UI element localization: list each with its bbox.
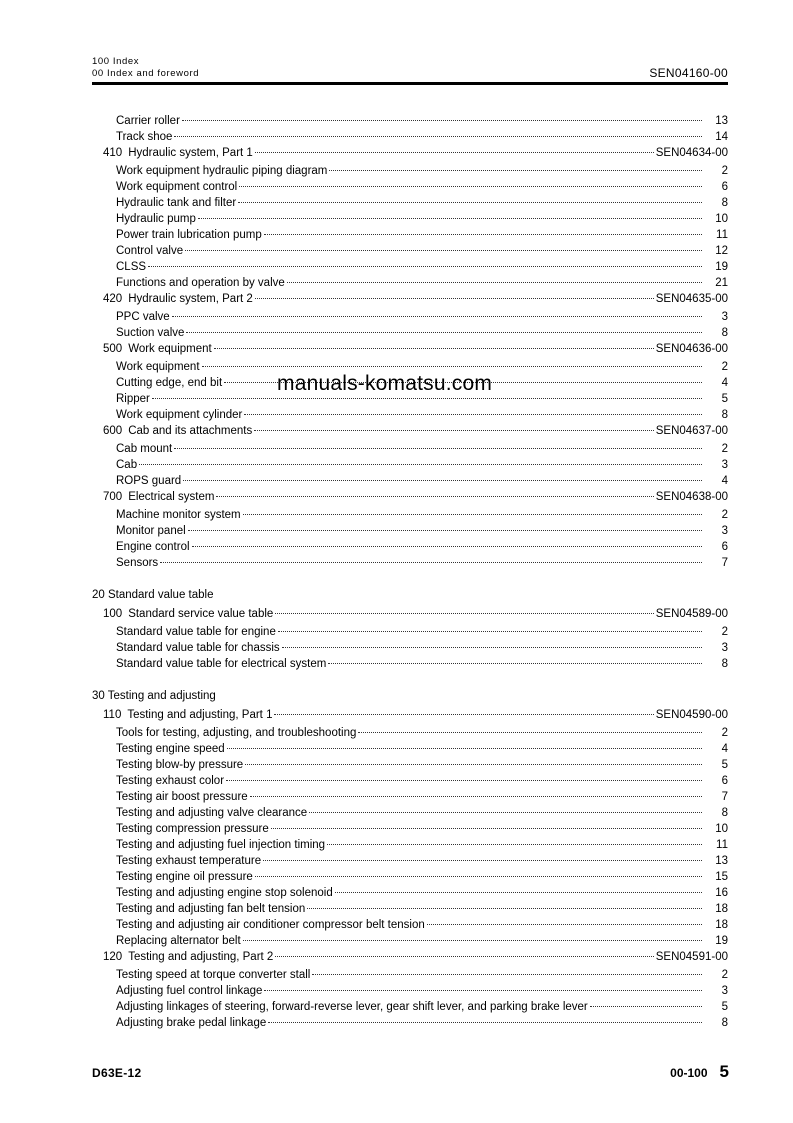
- toc-page-number: 4: [721, 743, 728, 755]
- toc-entry-title: Power train lubrication pump: [116, 229, 262, 241]
- dot-leader: [275, 601, 653, 614]
- toc-entry-title: Control valve: [116, 245, 184, 257]
- dot-leader: [264, 978, 702, 991]
- chapter-heading-30: 30 Testing and adjusting: [92, 690, 216, 702]
- dot-leader: [227, 736, 702, 749]
- table-of-contents: [92, 111, 728, 1029]
- dot-leader: [264, 222, 702, 235]
- dot-leader: [278, 619, 702, 632]
- toc-entry-title: Standard service value table: [128, 608, 274, 620]
- toc-page-number: 3: [721, 642, 728, 654]
- toc-entry-title: Adjusting fuel control linkage: [116, 985, 263, 997]
- dot-leader: [335, 880, 702, 893]
- watermark-text: manuals-komatsu.com: [277, 372, 493, 395]
- toc-entry-title: Testing blow-by pressure: [116, 759, 244, 771]
- toc-entry[interactable]: [92, 1013, 728, 1029]
- dot-leader: [243, 928, 702, 941]
- toc-page-number: 4: [721, 475, 728, 487]
- toc-entry-title: Standard value table for engine: [116, 626, 276, 638]
- toc-entry-title: ROPS guard: [116, 475, 182, 487]
- toc-page-number: 3: [721, 311, 728, 323]
- toc-entry-title: Electrical system: [128, 491, 215, 503]
- toc-doc-code: SEN04635-00: [655, 293, 728, 305]
- toc-page-number: 2: [721, 361, 728, 373]
- dot-leader: [188, 518, 702, 531]
- page-header: [92, 56, 728, 82]
- toc-doc-code: SEN04591-00: [655, 951, 728, 963]
- toc-group-standard-value: [92, 604, 728, 670]
- dot-leader: [202, 354, 702, 367]
- toc-entry[interactable]: [92, 654, 728, 670]
- toc-entry-title: Testing engine speed: [116, 743, 225, 755]
- toc-page-number: 8: [721, 1017, 728, 1029]
- toc-group-continued: [92, 111, 728, 569]
- toc-entry-title: Work equipment control: [116, 181, 238, 193]
- toc-page-number: 11: [716, 839, 728, 851]
- toc-doc-code: SEN04638-00: [655, 491, 728, 503]
- toc-page-number: 7: [721, 791, 728, 803]
- toc-entry-title: Sensors: [116, 557, 159, 569]
- toc-page-number: 10: [715, 823, 728, 835]
- toc-page-number: 16: [715, 887, 728, 899]
- toc-entry-title: Functions and operation by valve: [116, 277, 285, 289]
- toc-page-number: 2: [721, 509, 728, 521]
- toc-entry-title: Ripper: [116, 393, 150, 405]
- footer-page-info: [670, 1062, 729, 1082]
- header-rule: [92, 82, 728, 85]
- toc-page-number: 10: [715, 213, 728, 225]
- toc-entry-title: Hydraulic tank and filter: [116, 197, 237, 209]
- toc-page-number: 5: [721, 759, 728, 771]
- dot-leader: [268, 1010, 702, 1023]
- toc-page-number: 13: [715, 855, 728, 867]
- toc-entry-title: Machine monitor system: [116, 509, 241, 521]
- toc-entry-title: Replacing alternator belt: [116, 935, 241, 947]
- toc-entry-title: Testing exhaust color: [116, 775, 225, 787]
- toc-entry-title: Cab and its attachments: [128, 425, 253, 437]
- dot-leader: [183, 468, 702, 481]
- dot-leader: [307, 896, 702, 909]
- toc-entry-title: Tools for testing, adjusting, and troubleshooting: [116, 727, 357, 739]
- header-breadcrumb: [92, 56, 199, 79]
- dot-leader: [358, 720, 702, 733]
- toc-entry-title: Track shoe: [116, 131, 173, 143]
- toc-page-number: 8: [721, 327, 728, 339]
- chapter-heading-20: 20 Standard value table: [92, 589, 214, 601]
- dot-leader: [214, 336, 654, 349]
- dot-leader: [172, 304, 702, 317]
- dot-leader: [226, 768, 702, 781]
- toc-entry-title: Testing and adjusting fan belt tension: [116, 903, 306, 915]
- toc-entry-title: Testing and adjusting, Part 2: [128, 951, 274, 963]
- header-doc-code: SEN04160-00: [649, 66, 728, 80]
- toc-section-number: 100: [103, 608, 123, 620]
- dot-leader: [309, 800, 702, 813]
- toc-doc-code: SEN04636-00: [655, 343, 728, 355]
- dot-leader: [263, 848, 702, 861]
- toc-page-number: 19: [715, 935, 728, 947]
- toc-entry-title: Suction valve: [116, 327, 185, 339]
- dot-leader: [244, 402, 702, 415]
- section-gap: [92, 569, 728, 586]
- toc-entry-title: Hydraulic system, Part 2: [128, 293, 253, 305]
- toc-page-number: 8: [721, 807, 728, 819]
- toc-page-number: 8: [721, 197, 728, 209]
- toc-page-number: 8: [721, 409, 728, 421]
- dot-leader: [174, 436, 702, 449]
- toc-page-number: 6: [721, 181, 728, 193]
- dot-leader: [255, 140, 654, 153]
- toc-page-number: 6: [721, 775, 728, 787]
- toc-entry-title: PPC valve: [116, 311, 170, 323]
- toc-section-number: 500: [103, 343, 123, 355]
- toc-page-number: 2: [721, 165, 728, 177]
- toc-page-number: 2: [721, 727, 728, 739]
- dot-leader: [239, 174, 702, 187]
- toc-page-number: 3: [721, 985, 728, 997]
- toc-entry-title: Work equipment: [116, 361, 200, 373]
- dot-leader: [287, 270, 702, 283]
- toc-entry-title: Engine control: [116, 541, 190, 553]
- dot-leader: [243, 502, 702, 515]
- toc-page-number: 5: [721, 1001, 728, 1013]
- toc-doc-code: SEN04634-00: [655, 147, 728, 159]
- toc-page-number: 4: [721, 377, 728, 389]
- toc-page-number: 2: [721, 626, 728, 638]
- toc-page-number: 14: [715, 131, 728, 143]
- toc-section-number: 700: [103, 491, 123, 503]
- toc-entry-title: Testing and adjusting engine stop solenoid: [116, 887, 333, 899]
- toc-page-number: 18: [715, 903, 728, 915]
- toc-entry[interactable]: [92, 553, 728, 569]
- dot-leader: [185, 238, 702, 251]
- toc-entry-title: Testing and adjusting valve clearance: [116, 807, 308, 819]
- toc-entry-title: Testing speed at torque converter stall: [116, 969, 311, 981]
- dot-leader: [282, 635, 702, 648]
- toc-entry-title: Adjusting brake pedal linkage: [116, 1017, 267, 1029]
- toc-entry-title: Work equipment cylinder: [116, 409, 243, 421]
- toc-entry-title: Testing and adjusting, Part 1: [127, 709, 273, 721]
- toc-entry-title: Work equipment hydraulic piping diagram: [116, 165, 328, 177]
- dot-leader: [329, 158, 702, 171]
- toc-page-number: 3: [721, 525, 728, 537]
- toc-section-number: 410: [103, 147, 123, 159]
- toc-doc-code: SEN04590-00: [655, 709, 728, 721]
- dot-leader: [255, 864, 702, 877]
- toc-page-number: 21: [715, 277, 728, 289]
- toc-page-number: 11: [716, 229, 728, 241]
- toc-page-number: 13: [715, 115, 728, 127]
- dot-leader: [275, 944, 653, 957]
- toc-entry-title: Adjusting linkages of steering, forward-reverse lever, gear shift lever, and parking brake lever: [116, 1001, 588, 1013]
- dot-leader: [327, 832, 702, 845]
- dot-leader: [192, 534, 702, 547]
- dot-leader: [328, 651, 702, 664]
- toc-page-number: 2: [721, 443, 728, 455]
- toc-entry-title: Cutting edge, end bit: [116, 377, 223, 389]
- header-line-1: 100 Index: [92, 56, 140, 67]
- toc-entry-title: Cab: [116, 459, 138, 471]
- dot-leader: [216, 484, 653, 497]
- dot-leader: [186, 320, 702, 333]
- toc-entry-title: Testing engine oil pressure: [116, 871, 253, 883]
- footer-page-number: 5: [719, 1062, 729, 1081]
- dot-leader: [255, 286, 654, 299]
- toc-entry-title: Hydraulic pump: [116, 213, 196, 225]
- toc-group-testing-adjusting: [92, 705, 728, 1029]
- toc-entry-title: Carrier roller: [116, 115, 180, 127]
- toc-page-number: 2: [721, 969, 728, 981]
- toc-page-number: 18: [715, 919, 728, 931]
- dot-leader: [590, 994, 702, 1007]
- toc-entry-title: CLSS: [116, 261, 147, 273]
- toc-section-number: 110: [103, 709, 122, 721]
- dot-leader: [238, 190, 702, 203]
- dot-leader: [254, 418, 654, 431]
- toc-page-number: 3: [721, 459, 728, 471]
- header-line-2: 00 Index and foreword: [92, 67, 200, 79]
- footer-section-code: 00-100: [670, 1066, 708, 1080]
- dot-leader: [245, 752, 702, 765]
- toc-entry-title: Testing and adjusting air conditioner compressor belt tension: [116, 919, 425, 931]
- toc-section-number: 120: [103, 951, 123, 963]
- toc-page-number: 19: [715, 261, 728, 273]
- toc-doc-code: SEN04637-00: [655, 425, 728, 437]
- toc-section-number: 420: [103, 293, 123, 305]
- toc-entry-title: Testing exhaust temperature: [116, 855, 262, 867]
- section-gap: [92, 670, 728, 687]
- dot-leader: [160, 550, 702, 563]
- dot-leader: [427, 912, 702, 925]
- toc-section-number: 600: [103, 425, 123, 437]
- toc-page-number: 7: [721, 557, 728, 569]
- toc-page-number: 15: [715, 871, 728, 883]
- toc-entry-title: Monitor panel: [116, 525, 186, 537]
- footer-model: D63E-12: [92, 1066, 142, 1080]
- dot-leader: [271, 816, 702, 829]
- dot-leader: [274, 702, 653, 715]
- dot-leader: [139, 452, 702, 465]
- dot-leader: [148, 254, 702, 267]
- toc-page-number: 12: [715, 245, 728, 257]
- toc-doc-code: SEN04589-00: [655, 608, 728, 620]
- toc-entry-title: Standard value table for chassis: [116, 642, 280, 654]
- toc-entry-title: Hydraulic system, Part 1: [128, 147, 253, 159]
- toc-entry-title: Standard value table for electrical system: [116, 658, 327, 670]
- dot-leader: [198, 206, 702, 219]
- toc-entry-title: Testing air boost pressure: [116, 791, 248, 803]
- toc-entry-title: Testing and adjusting fuel injection timing: [116, 839, 326, 851]
- toc-entry-title: Testing compression pressure: [116, 823, 269, 835]
- dot-leader: [174, 124, 702, 137]
- toc-page-number: 6: [721, 541, 728, 553]
- dot-leader: [312, 962, 702, 975]
- toc-entry-title: Work equipment: [128, 343, 212, 355]
- dot-leader: [182, 108, 702, 121]
- toc-page-number: 8: [721, 658, 728, 670]
- toc-page-number: 5: [721, 393, 728, 405]
- dot-leader: [250, 784, 702, 797]
- toc-entry-title: Cab mount: [116, 443, 173, 455]
